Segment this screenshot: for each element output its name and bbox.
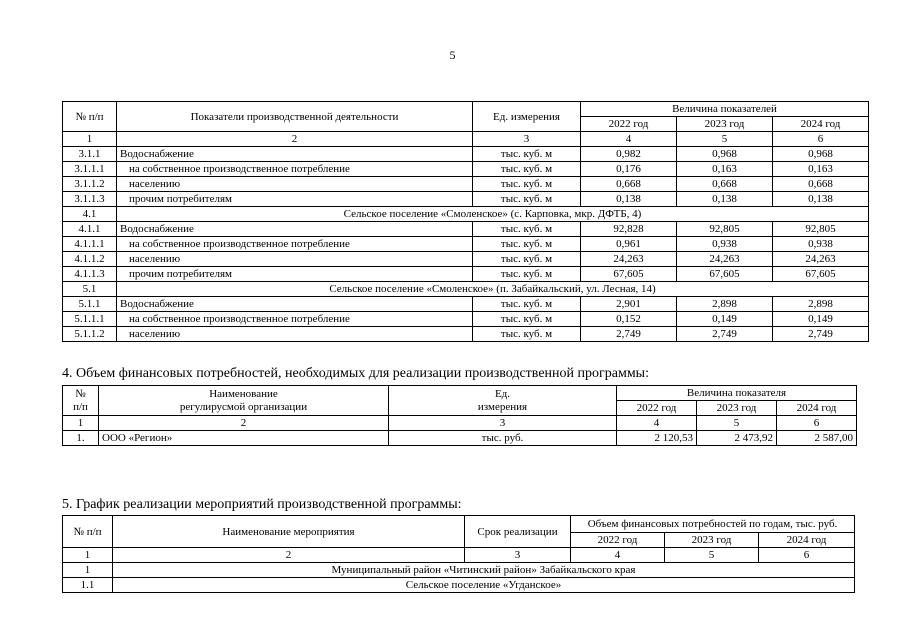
table-row (63, 267, 869, 282)
value-2023: 92,805 (677, 222, 773, 237)
header-year-2023: 2023 год (677, 117, 773, 132)
indicator-name: Водоснабжение (117, 222, 473, 237)
unit: тыс. куб. м (473, 267, 581, 282)
header-org (99, 386, 389, 416)
header-values-group: Величина показателя (617, 386, 857, 401)
unit: тыс. куб. м (473, 252, 581, 267)
header-unit: Ед. измерения (473, 102, 581, 132)
value-2022: 0,982 (581, 147, 677, 162)
indicator-name: населению (117, 327, 473, 342)
value-2022: 0,138 (581, 192, 677, 207)
header-num: № п/п (63, 516, 113, 548)
value-2024: 0,138 (773, 192, 869, 207)
header-year-2023: 2023 год (665, 533, 759, 548)
index-cell: 6 (773, 132, 869, 147)
header-year-2024: 2024 год (777, 401, 857, 416)
indicator-name: Водоснабжение (117, 297, 473, 312)
row-number: 3.1.1.3 (63, 192, 117, 207)
value-2022: 92,828 (581, 222, 677, 237)
row-number: 1.1 (63, 578, 113, 593)
index-cell: 3 (473, 132, 581, 147)
table-row (63, 192, 869, 207)
value-2024: 2 587,00 (777, 431, 857, 446)
section-row (63, 563, 855, 578)
row-number: 4.1.1 (63, 222, 117, 237)
header-unit-text: Ед. измерения (477, 387, 528, 413)
section-title: Сельское поселение «Угданское» (113, 578, 855, 593)
header-values-group: Объем финансовых потребностей по годам, тыс. руб. (571, 516, 855, 533)
value-2022: 0,961 (581, 237, 677, 252)
production-indicators-table (62, 101, 869, 342)
value-2024: 0,938 (773, 237, 869, 252)
section-row (63, 578, 855, 593)
indicator-name: населению (117, 252, 473, 267)
index-cell: 3 (465, 548, 571, 563)
header-org-text: Наименование регулирусмой организации (179, 387, 308, 413)
index-cell: 6 (777, 416, 857, 431)
value-2023: 0,149 (677, 312, 773, 327)
header-activity: Наименование мероприятия (113, 516, 465, 548)
value-2023: 0,938 (677, 237, 773, 252)
index-cell: 5 (677, 132, 773, 147)
value-2023: 2 473,92 (697, 431, 777, 446)
index-row (63, 132, 869, 147)
row-number: 4.1.1.3 (63, 267, 117, 282)
table-row (63, 162, 869, 177)
value-2024: 67,605 (773, 267, 869, 282)
table-row (63, 431, 857, 446)
header-year-2024: 2024 год (773, 117, 869, 132)
unit: тыс. руб. (389, 431, 617, 446)
value-2022: 24,263 (581, 252, 677, 267)
table-row (63, 177, 869, 192)
table-row (63, 237, 869, 252)
index-cell: 5 (665, 548, 759, 563)
index-cell: 1 (63, 548, 113, 563)
indicator-name: прочим потребителям (117, 192, 473, 207)
value-2022: 2 120,53 (617, 431, 697, 446)
table-row (63, 147, 869, 162)
schedule-table (62, 515, 855, 593)
row-number: 3.1.1 (63, 147, 117, 162)
index-cell: 4 (581, 132, 677, 147)
header-values-group: Величина показателей (581, 102, 869, 117)
value-2022: 2,749 (581, 327, 677, 342)
value-2023: 2,898 (677, 297, 773, 312)
section-row (63, 207, 869, 222)
header-year-2024: 2024 год (759, 533, 855, 548)
index-cell: 1 (63, 132, 117, 147)
production-indicators-body (63, 132, 869, 342)
value-2024: 0,163 (773, 162, 869, 177)
header-term: Срок реализации (465, 516, 571, 548)
value-2024: 0,968 (773, 147, 869, 162)
section-title: Муниципальный район «Читинский район» Забайкальского края (113, 563, 855, 578)
value-2024: 92,805 (773, 222, 869, 237)
unit: тыс. куб. м (473, 162, 581, 177)
row-number: 3.1.1.1 (63, 162, 117, 177)
financial-needs-body (63, 416, 857, 446)
value-2022: 0,176 (581, 162, 677, 177)
index-cell: 2 (117, 132, 473, 147)
indicator-name: прочим потребителям (117, 267, 473, 282)
indicator-name: на собственное производственное потребление (117, 237, 473, 252)
value-2023: 0,668 (677, 177, 773, 192)
section-5-heading: 5. График реализации мероприятий производственной программы: (62, 497, 462, 512)
value-2023: 67,605 (677, 267, 773, 282)
index-row (63, 416, 857, 431)
header-year-2022: 2022 год (581, 117, 677, 132)
unit: тыс. куб. м (473, 147, 581, 162)
value-2024: 2,749 (773, 327, 869, 342)
value-2023: 24,263 (677, 252, 773, 267)
index-cell: 4 (571, 548, 665, 563)
value-2022: 2,901 (581, 297, 677, 312)
value-2024: 0,149 (773, 312, 869, 327)
table-row (63, 327, 869, 342)
value-2023: 2,749 (677, 327, 773, 342)
value-2023: 0,138 (677, 192, 773, 207)
schedule-body (63, 548, 855, 593)
indicator-name: на собственное производственное потребление (117, 162, 473, 177)
value-2022: 67,605 (581, 267, 677, 282)
value-2024: 24,263 (773, 252, 869, 267)
indicator-name: на собственное производственное потребление (117, 312, 473, 327)
row-number: 1 (63, 563, 113, 578)
value-2022: 0,152 (581, 312, 677, 327)
value-2024: 2,898 (773, 297, 869, 312)
value-2023: 0,163 (677, 162, 773, 177)
row-number: 5.1.1.1 (63, 312, 117, 327)
index-cell: 6 (759, 548, 855, 563)
section-title: Сельское поселение «Смоленское» (п. Забайкальский, ул. Лесная, 14) (117, 282, 869, 297)
section-4-heading: 4. Объем финансовых потребностей, необходимых для реализации производственной программы: (62, 366, 649, 381)
row-number: 4.1.1.2 (63, 252, 117, 267)
index-cell: 2 (99, 416, 389, 431)
unit: тыс. куб. м (473, 327, 581, 342)
unit: тыс. куб. м (473, 297, 581, 312)
value-2023: 0,968 (677, 147, 773, 162)
header-unit (389, 386, 617, 416)
header-year-2022: 2022 год (617, 401, 697, 416)
row-number: 5.1.1 (63, 297, 117, 312)
unit: тыс. куб. м (473, 192, 581, 207)
header-num-text: № п/п (73, 387, 88, 413)
table-row (63, 297, 869, 312)
section-title: Сельское поселение «Смоленское» (с. Карповка, мкр. ДФТБ, 4) (117, 207, 869, 222)
header-num (63, 386, 99, 416)
unit: тыс. куб. м (473, 237, 581, 252)
index-cell: 3 (389, 416, 617, 431)
table-row (63, 252, 869, 267)
index-cell: 5 (697, 416, 777, 431)
indicator-name: Водоснабжение (117, 147, 473, 162)
index-cell: 4 (617, 416, 697, 431)
index-cell: 2 (113, 548, 465, 563)
unit: тыс. куб. м (473, 222, 581, 237)
organization-name: ООО «Регион» (99, 431, 389, 446)
header-num: № п/п (63, 102, 117, 132)
unit: тыс. куб. м (473, 312, 581, 327)
page-number: 5 (449, 48, 456, 62)
index-cell: 1 (63, 416, 99, 431)
header-year-2023: 2023 год (697, 401, 777, 416)
value-2024: 0,668 (773, 177, 869, 192)
row-number: 4.1 (63, 207, 117, 222)
index-row (63, 548, 855, 563)
header-indicator: Показатели производственной деятельности (117, 102, 473, 132)
header-year-2022: 2022 год (571, 533, 665, 548)
table-row (63, 222, 869, 237)
value-2022: 0,668 (581, 177, 677, 192)
indicator-name: населению (117, 177, 473, 192)
table-row (63, 312, 869, 327)
row-number: 5.1.1.2 (63, 327, 117, 342)
row-number: 1. (63, 431, 99, 446)
section-row (63, 282, 869, 297)
row-number: 4.1.1.1 (63, 237, 117, 252)
financial-needs-table (62, 385, 857, 446)
row-number: 3.1.1.2 (63, 177, 117, 192)
row-number: 5.1 (63, 282, 117, 297)
unit: тыс. куб. м (473, 177, 581, 192)
